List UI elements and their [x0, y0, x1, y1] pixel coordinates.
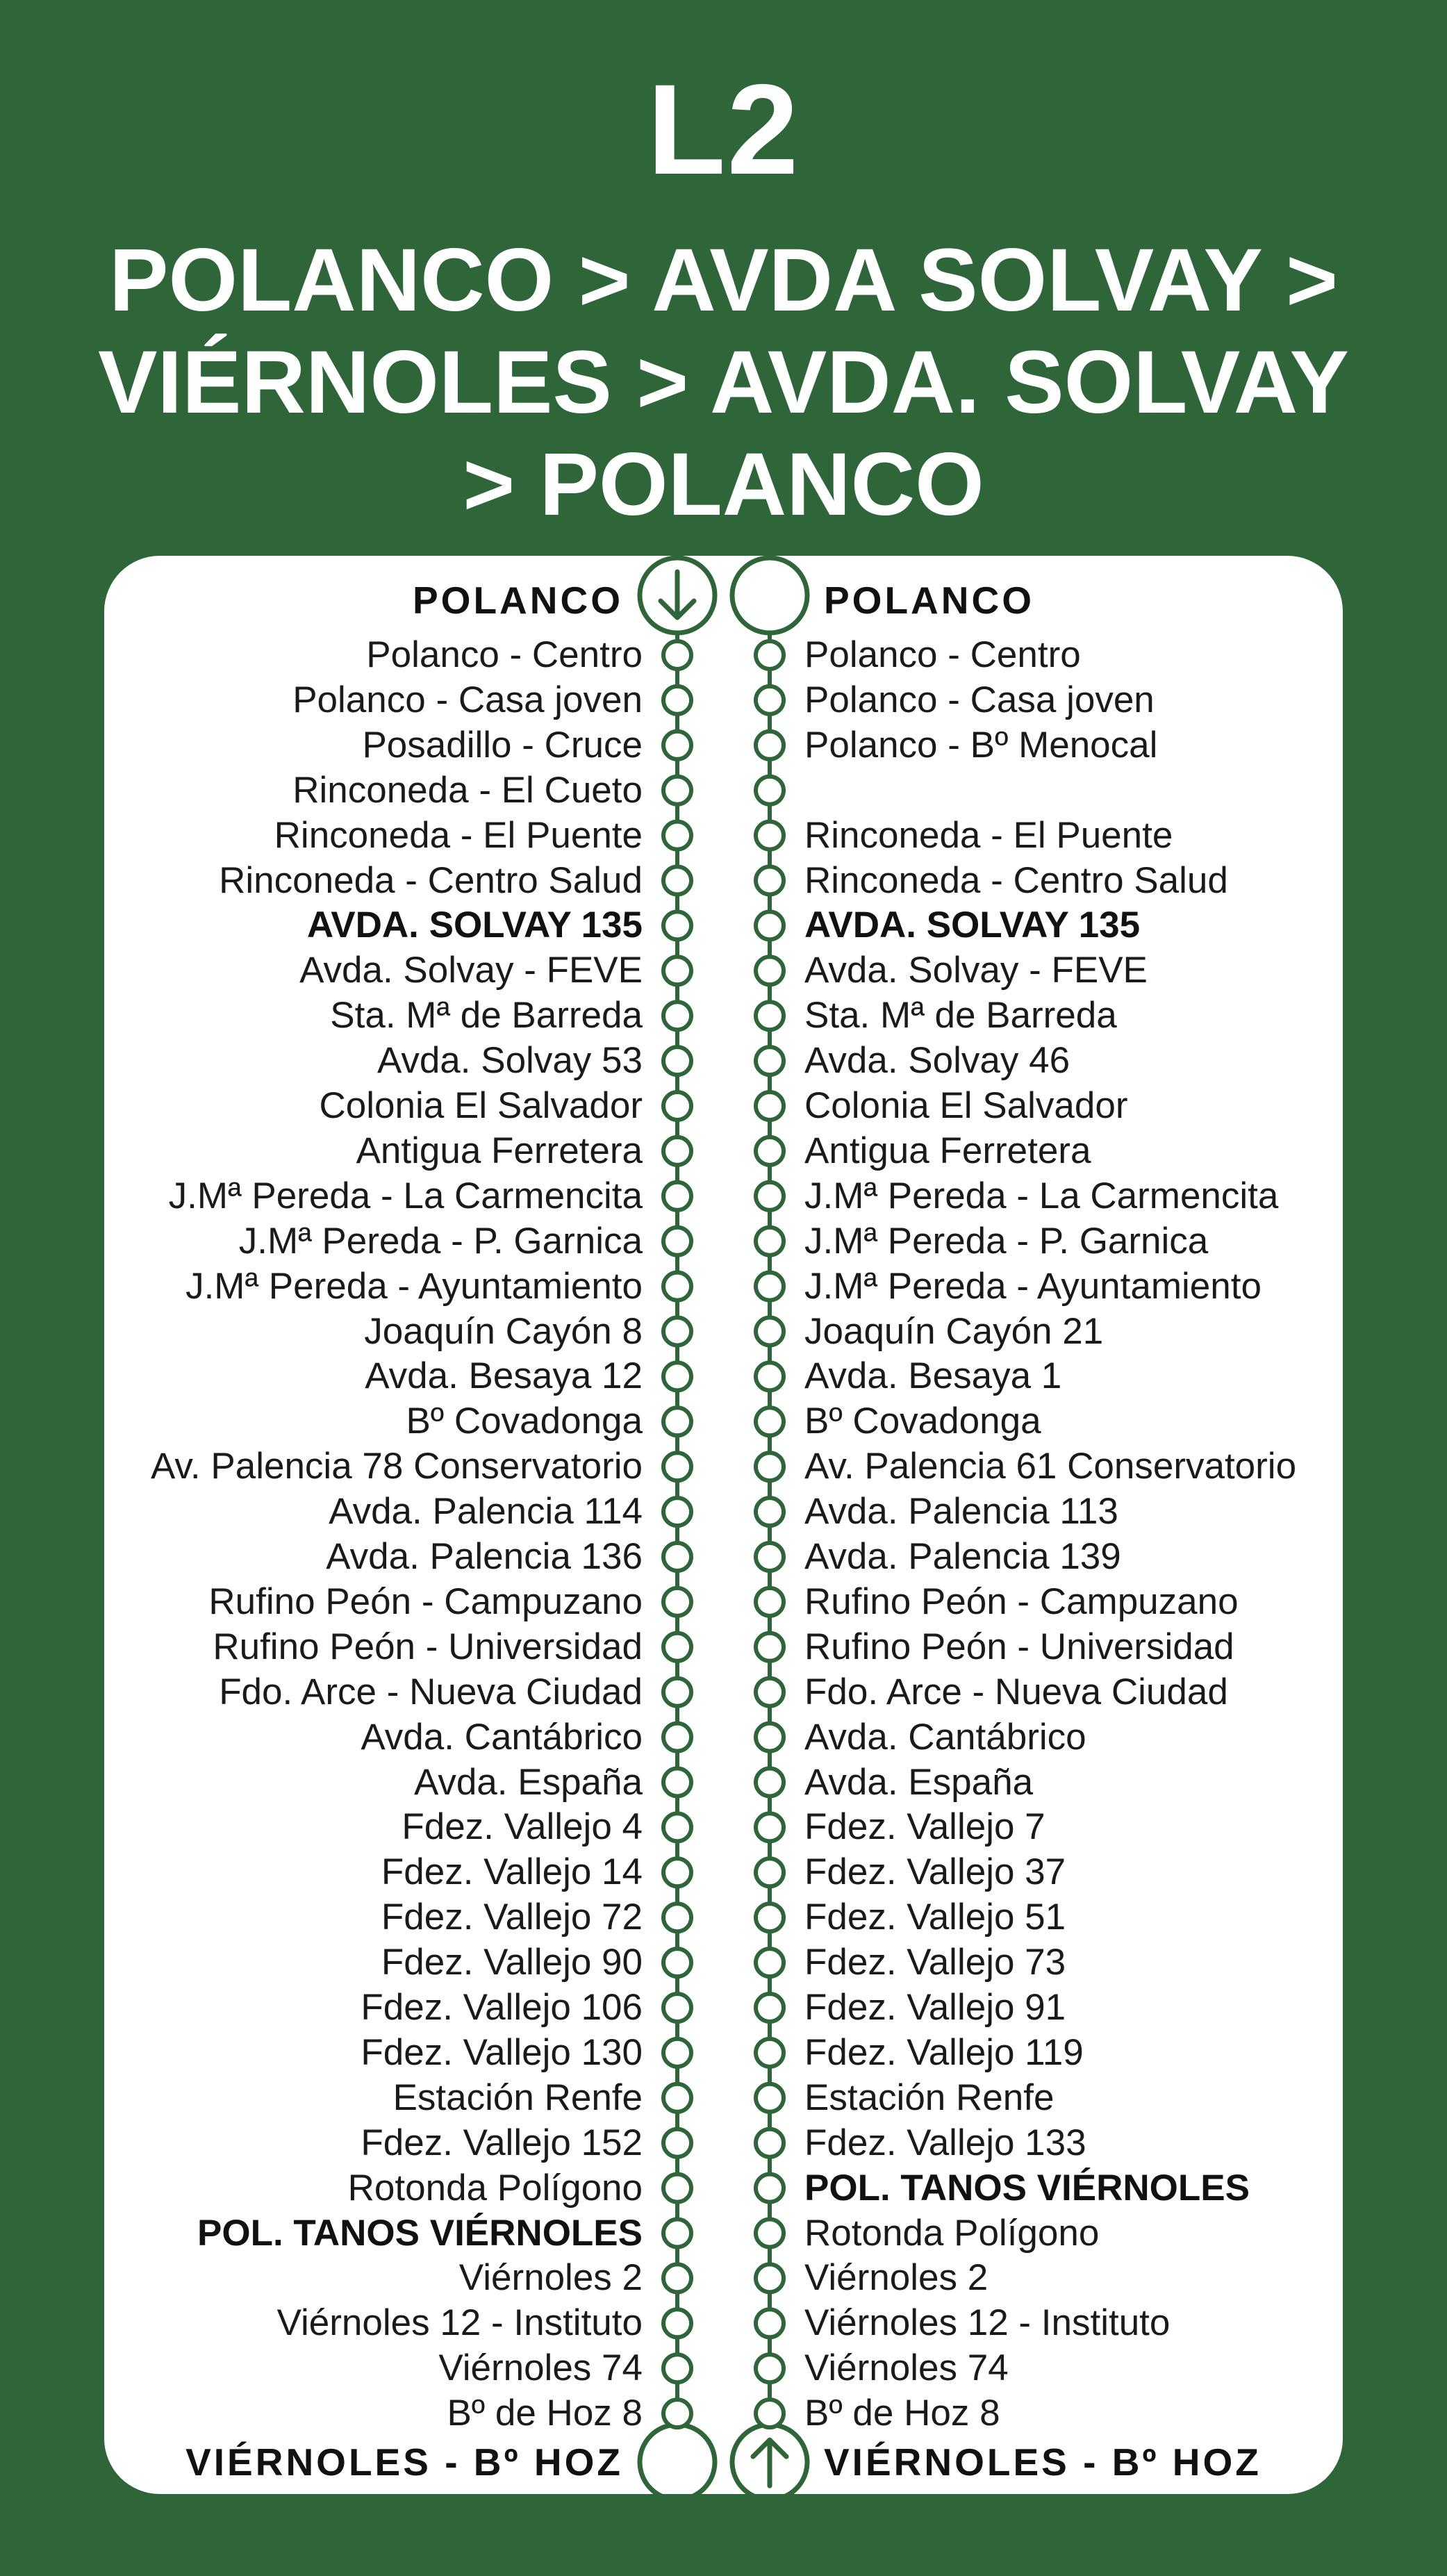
right-stop-label: Bº Covadonga	[804, 1401, 1041, 1442]
right-stop-label: Polanco - Casa joven	[804, 679, 1155, 720]
left-stop-label: Avda. Solvay - FEVE	[299, 950, 643, 991]
right-stop-label: Avda. Solvay - FEVE	[804, 950, 1148, 991]
left-stop-marker	[663, 822, 691, 850]
left-stop-label: Polanco - Casa joven	[292, 679, 643, 720]
right-stop-marker	[756, 1318, 784, 1346]
right-stop-marker	[756, 1994, 784, 2022]
right-stop-marker	[756, 2220, 784, 2247]
left-stop-label: Fdez. Vallejo 130	[361, 2031, 643, 2073]
left-stop-marker	[663, 1273, 691, 1301]
left-stop-marker	[663, 1092, 691, 1120]
left-stop-marker	[663, 1949, 691, 1976]
left-stop-marker	[663, 686, 691, 714]
right-stop-marker	[756, 2264, 784, 2292]
right-start-terminal: POLANCO	[824, 579, 1034, 622]
left-stop-label: Rotonda Polígono	[347, 2167, 643, 2208]
right-stop-marker	[756, 777, 784, 804]
left-stop-label: J.Mª Pereda - P. Garnica	[238, 1220, 643, 1262]
right-stop-label: Avda. España	[804, 1761, 1034, 1803]
left-stop-label: Estación Renfe	[392, 2077, 643, 2118]
right-stop-marker	[756, 2309, 784, 2337]
left-stop-label: Av. Palencia 78 Conservatorio	[150, 1446, 643, 1487]
right-stop-label: Fdez. Vallejo 119	[804, 2031, 1084, 2073]
right-stop-marker	[756, 1813, 784, 1841]
left-stop-label: Rufino Peón - Universidad	[213, 1626, 643, 1667]
route-card	[104, 556, 1343, 2494]
right-stop-marker	[756, 2174, 784, 2202]
right-stop-marker	[756, 822, 784, 850]
left-stop-label: J.Mª Pereda - Ayuntamiento	[185, 1265, 643, 1307]
right-stop-label: Bº de Hoz 8	[804, 2393, 1000, 2434]
right-stop-marker	[756, 686, 784, 714]
right-stop-label: Rufino Peón - Campuzano	[804, 1580, 1239, 1622]
right-stop-marker	[756, 1228, 784, 1255]
left-stop-marker	[663, 1318, 691, 1346]
right-stop-label: Colonia El Salvador	[804, 1085, 1128, 1126]
line-code: L2	[647, 58, 800, 201]
right-stop-marker	[756, 1949, 784, 1976]
right-stop-label: Avda. Palencia 113	[804, 1491, 1118, 1533]
left-stop-label: POL. TANOS VIÉRNOLES	[197, 2212, 643, 2254]
right-stop-label: Avda. Solvay 46	[804, 1040, 1070, 1082]
right-stop-marker	[756, 1543, 784, 1571]
left-stop-label: Rinconeda - El Puente	[274, 814, 643, 856]
left-stop-marker	[663, 1724, 691, 1751]
left-stop-marker	[663, 1137, 691, 1165]
left-stop-marker	[663, 1453, 691, 1480]
right-stop-marker	[756, 1678, 784, 1706]
right-stop-label: AVDA. SOLVAY 135	[804, 905, 1141, 946]
left-stop-label: Colonia El Salvador	[319, 1085, 643, 1126]
right-stop-marker	[756, 957, 784, 984]
right-stop-label: Fdez. Vallejo 73	[804, 1942, 1066, 1983]
left-stop-marker	[663, 957, 691, 984]
left-stop-marker	[663, 777, 691, 804]
right-stop-label: Avda. Cantábrico	[804, 1716, 1086, 1758]
left-stop-marker	[663, 1002, 691, 1030]
right-stop-label: Fdez. Vallejo 91	[804, 1987, 1066, 2028]
left-stop-marker	[663, 2220, 691, 2247]
left-stop-label: Fdez. Vallejo 152	[361, 2122, 643, 2163]
right-stop-marker	[756, 1858, 784, 1886]
right-stop-label: Fdez. Vallejo 133	[804, 2122, 1086, 2163]
left-start-terminal: POLANCO	[413, 579, 623, 622]
left-stop-label: Avda. Besaya 12	[365, 1355, 643, 1397]
right-stop-marker	[756, 1904, 784, 1931]
right-stop-label: Polanco - Bº Menocal	[804, 724, 1158, 766]
right-stop-marker	[756, 1453, 784, 1480]
right-stop-label: Polanco - Centro	[804, 634, 1081, 675]
left-stop-marker	[663, 1678, 691, 1706]
route-title	[83, 229, 1364, 536]
left-stop-marker	[663, 1182, 691, 1210]
left-stop-marker	[663, 2400, 691, 2427]
right-stop-label: J.Mª Pereda - La Carmencita	[804, 1175, 1279, 1216]
right-stop-label: Rotonda Polígono	[804, 2212, 1100, 2254]
left-stop-label: Bº de Hoz 8	[447, 2393, 643, 2434]
left-stop-marker	[663, 2264, 691, 2292]
left-stop-label: Sta. Mª de Barreda	[330, 995, 643, 1037]
left-stop-label: Fdez. Vallejo 4	[402, 1806, 643, 1848]
left-stop-marker	[663, 732, 691, 759]
right-stop-marker	[756, 867, 784, 895]
right-stop-marker	[756, 1182, 784, 1210]
left-stop-label: Fdez. Vallejo 72	[381, 1897, 643, 1938]
right-stop-marker	[756, 1273, 784, 1301]
left-stop-marker	[663, 2039, 691, 2067]
left-stop-marker	[663, 1769, 691, 1797]
left-stop-marker	[663, 2084, 691, 2112]
route-title-line-1: POLANCO > AVDA SOLVAY >	[109, 231, 1338, 330]
left-stop-marker	[663, 1407, 691, 1435]
left-stop-label: Fdo. Arce - Nueva Ciudad	[219, 1671, 643, 1712]
right-stop-label: J.Mª Pereda - Ayuntamiento	[804, 1265, 1262, 1307]
left-end-terminal-circle	[640, 2425, 715, 2494]
left-stop-marker	[663, 641, 691, 669]
right-stop-label: Fdez. Vallejo 37	[804, 1851, 1066, 1893]
left-end-terminal: VIÉRNOLES - Bº HOZ	[185, 2441, 623, 2484]
right-stop-label: Av. Palencia 61 Conservatorio	[804, 1446, 1297, 1487]
left-stop-marker	[663, 1813, 691, 1841]
right-stop-label: Rufino Peón - Universidad	[804, 1626, 1234, 1667]
right-stop-label: Sta. Mª de Barreda	[804, 995, 1117, 1037]
left-stop-label: Avda. Palencia 136	[326, 1536, 643, 1577]
left-stop-label: Fdez. Vallejo 90	[381, 1942, 643, 1983]
left-stop-marker	[663, 1633, 691, 1661]
left-stop-marker	[663, 1362, 691, 1390]
right-stop-label: Rinconeda - El Puente	[804, 814, 1173, 856]
right-start-terminal-circle	[732, 558, 807, 633]
right-stop-label: Fdo. Arce - Nueva Ciudad	[804, 1671, 1228, 1712]
left-stop-marker	[663, 1588, 691, 1616]
right-stop-marker	[756, 1588, 784, 1616]
route-title-line-2: VIÉRNOLES > AVDA. SOLVAY	[98, 333, 1349, 432]
left-stop-label: Rufino Peón - Campuzano	[208, 1580, 643, 1622]
left-stop-marker	[663, 1498, 691, 1526]
right-stop-marker	[756, 911, 784, 939]
left-stop-label: Fdez. Vallejo 106	[361, 1987, 643, 2028]
left-stop-label: Avda. Solvay 53	[377, 1040, 643, 1082]
right-stop-marker	[756, 2354, 784, 2382]
right-stop-marker	[756, 641, 784, 669]
left-stop-marker	[663, 1543, 691, 1571]
left-stop-label: J.Mª Pereda - La Carmencita	[168, 1175, 643, 1216]
right-stop-marker	[756, 2039, 784, 2067]
right-stop-marker	[756, 2400, 784, 2427]
right-stop-label: Avda. Besaya 1	[804, 1355, 1062, 1397]
right-stop-marker	[756, 1362, 784, 1390]
right-stop-label: Estación Renfe	[804, 2077, 1055, 2118]
left-stop-marker	[663, 1994, 691, 2022]
right-stop-marker	[756, 1769, 784, 1797]
right-stop-label: Viérnoles 12 - Instituto	[804, 2302, 1171, 2344]
left-stop-marker	[663, 1228, 691, 1255]
left-stop-marker	[663, 1047, 691, 1075]
left-stop-marker	[663, 2309, 691, 2337]
right-stop-marker	[756, 1092, 784, 1120]
left-stop-marker	[663, 2129, 691, 2157]
right-stop-label: Fdez. Vallejo 7	[804, 1806, 1045, 1848]
left-stop-label: Viérnoles 12 - Instituto	[276, 2302, 643, 2344]
left-stop-marker	[663, 2174, 691, 2202]
right-stop-marker	[756, 1407, 784, 1435]
right-stop-label: Avda. Palencia 139	[804, 1536, 1121, 1577]
left-stop-marker	[663, 2354, 691, 2382]
right-stop-label: J.Mª Pereda - P. Garnica	[804, 1220, 1209, 1262]
left-stop-label: Bº Covadonga	[406, 1401, 643, 1442]
route-title-line-3: > POLANCO	[463, 435, 984, 534]
left-stop-label: Posadillo - Cruce	[362, 724, 643, 766]
left-stop-label: AVDA. SOLVAY 135	[306, 905, 643, 946]
right-stop-marker	[756, 1137, 784, 1165]
left-stop-marker	[663, 1904, 691, 1931]
right-stop-label: Fdez. Vallejo 51	[804, 1897, 1066, 1938]
right-stop-label: Viérnoles 74	[804, 2347, 1009, 2389]
right-stop-marker	[756, 1724, 784, 1751]
left-stop-label: Avda. España	[413, 1761, 643, 1803]
left-stop-label: Avda. Cantábrico	[361, 1716, 643, 1758]
left-stop-label: Rinconeda - El Cueto	[292, 769, 643, 811]
right-stop-label: Joaquín Cayón 21	[804, 1310, 1104, 1352]
left-stop-label: Viérnoles 2	[458, 2257, 643, 2299]
right-stop-marker	[756, 1047, 784, 1075]
left-stop-label: Avda. Palencia 114	[329, 1491, 643, 1533]
right-end-terminal: VIÉRNOLES - Bº HOZ	[824, 2441, 1262, 2484]
right-stop-label: Viérnoles 2	[804, 2257, 989, 2299]
left-stop-label: Polanco - Centro	[366, 634, 643, 675]
left-stop-label: Viérnoles 74	[438, 2347, 643, 2389]
left-stop-label: Antigua Ferretera	[356, 1130, 643, 1171]
left-stop-marker	[663, 867, 691, 895]
left-stop-label: Fdez. Vallejo 14	[381, 1851, 643, 1893]
left-stop-marker	[663, 1858, 691, 1886]
right-stop-label: Rinconeda - Centro Salud	[804, 859, 1228, 901]
right-stop-marker	[756, 732, 784, 759]
left-stop-marker	[663, 911, 691, 939]
right-stop-marker	[756, 2129, 784, 2157]
left-stop-label: Joaquín Cayón 8	[364, 1310, 643, 1352]
right-stop-marker	[756, 2084, 784, 2112]
right-stop-label: POL. TANOS VIÉRNOLES	[804, 2167, 1250, 2208]
left-stop-label: Rinconeda - Centro Salud	[219, 859, 643, 901]
right-stop-marker	[756, 1633, 784, 1661]
right-stop-label: Antigua Ferretera	[804, 1130, 1091, 1171]
right-stop-marker	[756, 1002, 784, 1030]
right-stop-marker	[756, 1498, 784, 1526]
